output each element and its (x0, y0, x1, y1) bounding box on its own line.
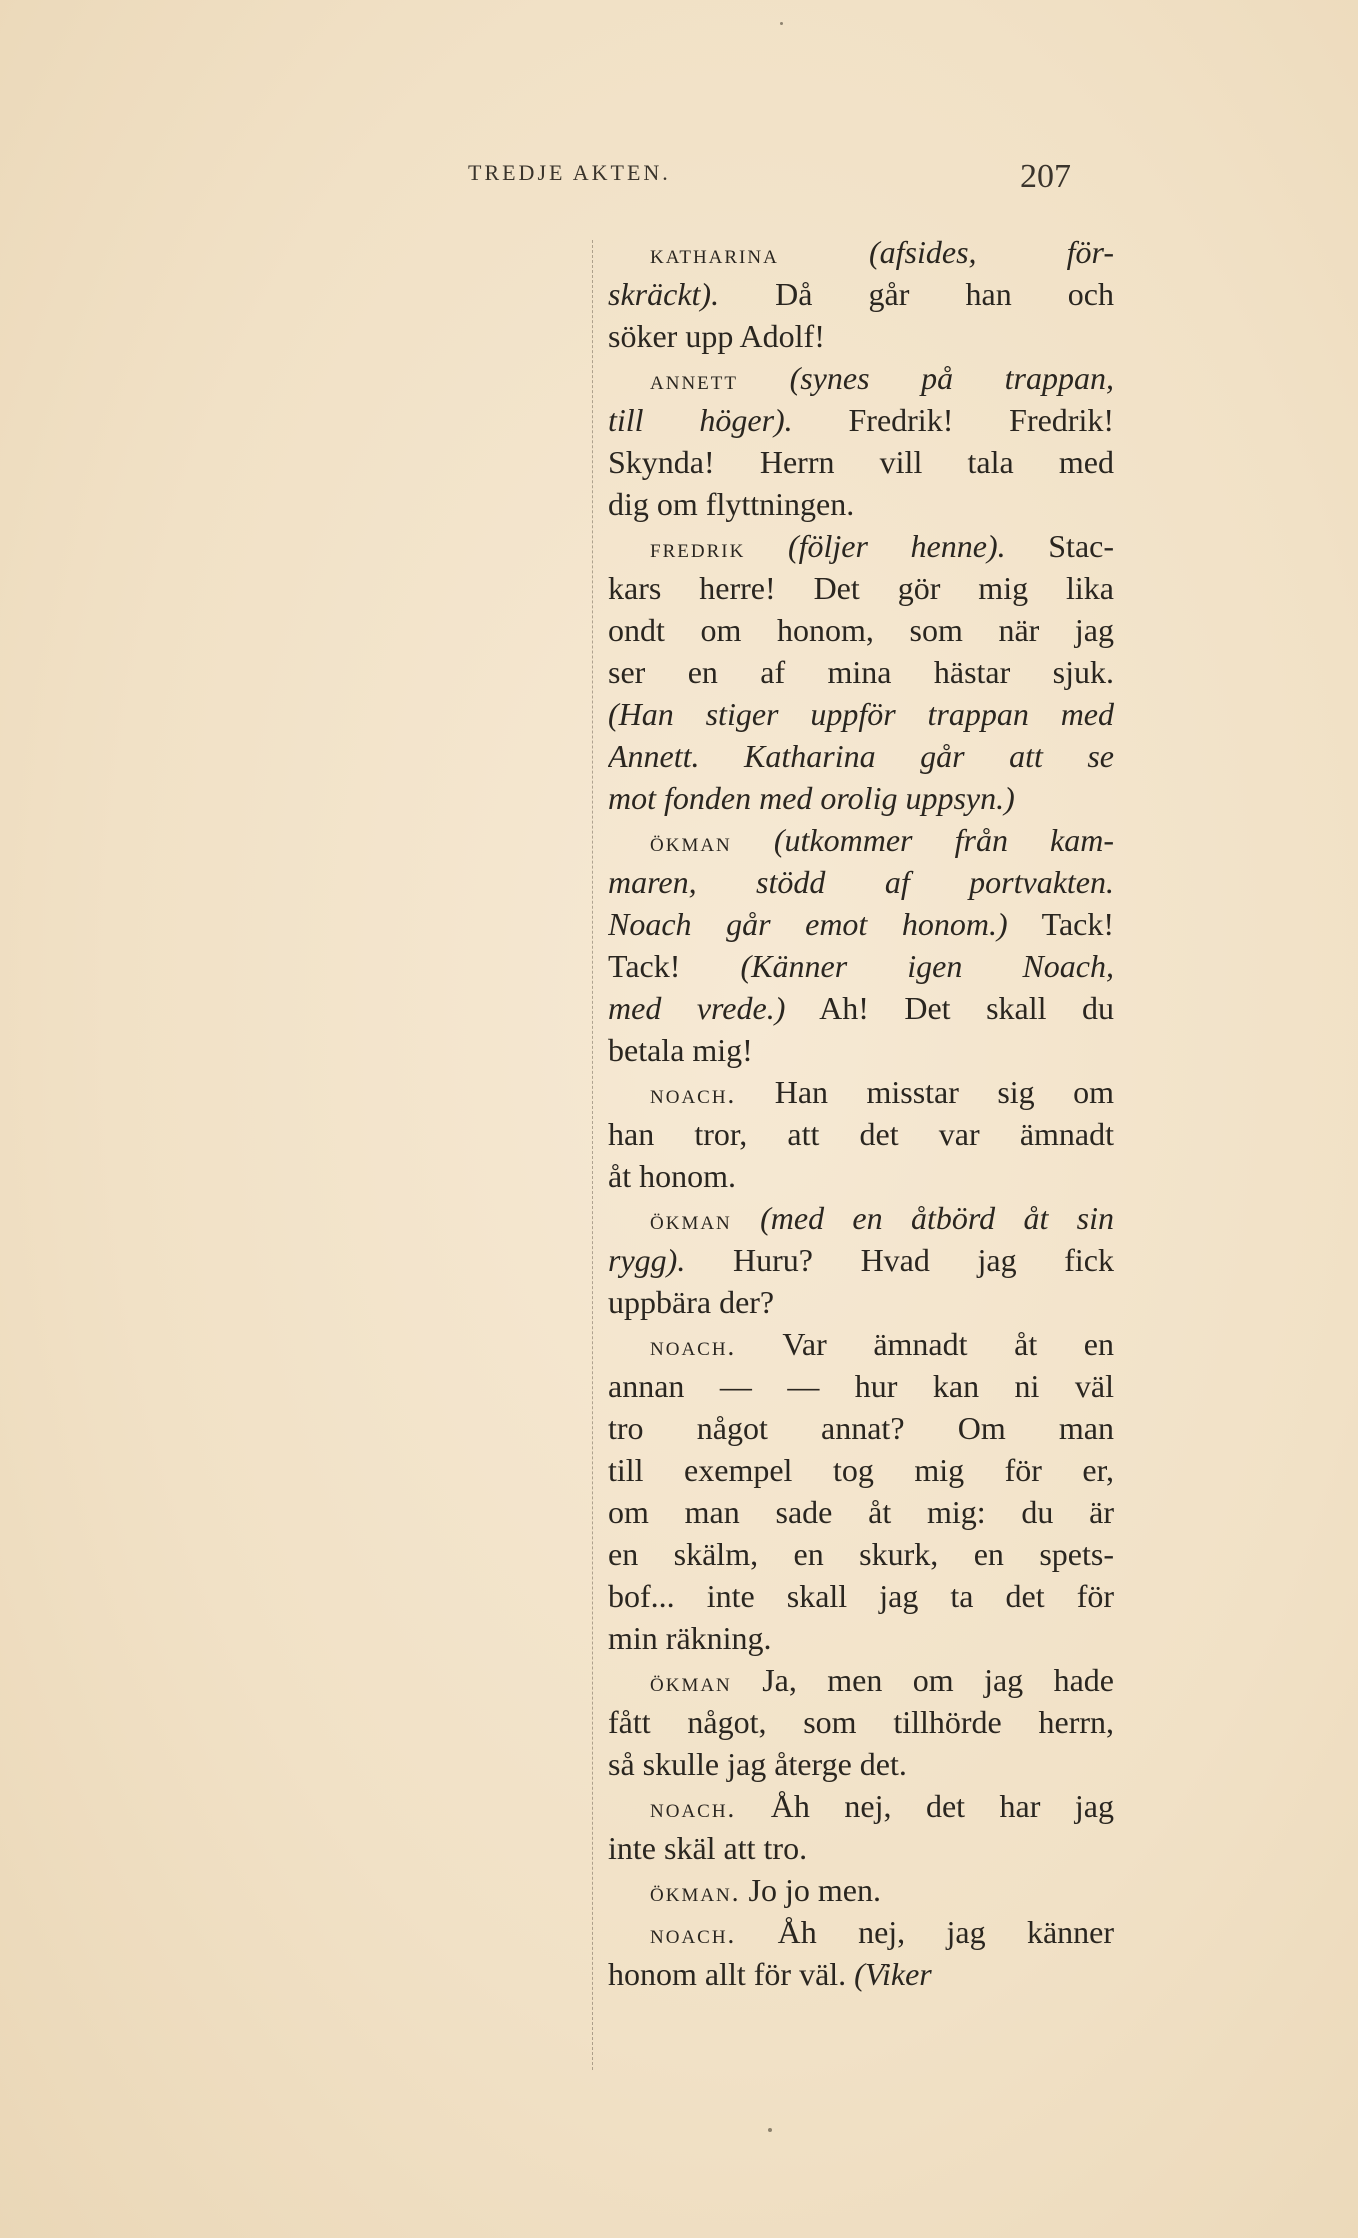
stage-direction: (afsides, (868, 234, 977, 270)
dialogue-text: min räkning. (608, 1620, 772, 1656)
speaker-name: ökman (650, 1205, 732, 1235)
speech-block (608, 1071, 1114, 1197)
speech-block (608, 1869, 1114, 1911)
speaker-name: noach. (650, 1079, 737, 1109)
speech-line (608, 1281, 1114, 1323)
dialogue-text: åt honom. (608, 1158, 736, 1194)
speaker-name: ökman (650, 1667, 732, 1697)
speech-line (608, 1617, 1114, 1659)
dialogue-text: Stac- (1005, 528, 1114, 564)
speech-line (608, 987, 1114, 1029)
dialogue-text: honom allt för väl. (608, 1956, 855, 1992)
speech-line (608, 483, 1114, 525)
dialogue-text: ser en af mina hästar sjuk. (608, 654, 1114, 690)
speaker-name: katharina (650, 239, 779, 269)
dialogue-text: Var ämnadt åt en (736, 1326, 1114, 1362)
speaker-name: fredrik (650, 533, 746, 563)
speech-line (608, 861, 1114, 903)
dialogue-text (738, 360, 790, 396)
stage-direction: (Känner igen Noach, (740, 948, 1114, 984)
speech-first-line (608, 1071, 1114, 1113)
speech-first-line (608, 357, 1114, 399)
speech-first-line (608, 1659, 1114, 1701)
dialogue-text: inte skäl att tro. (608, 1830, 808, 1866)
speaker-name: ökman (650, 827, 732, 857)
speech-line (608, 399, 1114, 441)
speech-line (608, 1827, 1114, 1869)
speaker-name: ökman. (650, 1877, 741, 1907)
dialogue-text: uppbära der? (608, 1284, 775, 1320)
dialogue-text: bof... inte skall jag ta det för (608, 1578, 1114, 1614)
dialogue-text: Ah! Det skall du (785, 990, 1114, 1026)
speech-line (608, 1491, 1114, 1533)
speech-line (608, 777, 1114, 819)
dialogue-text: ondt om honom, som när jag (608, 612, 1114, 648)
speech-line (608, 903, 1114, 945)
dialogue-text: kars herre! Det gör mig lika (608, 570, 1114, 606)
speech-block (608, 1911, 1114, 1995)
speech-block (608, 1659, 1114, 1785)
stage-direction: för- (1066, 234, 1114, 270)
speech-line (608, 1407, 1114, 1449)
dialogue-text: Tack! (1007, 906, 1114, 942)
speech-first-line (608, 231, 1114, 273)
speech-line (608, 735, 1114, 777)
speaker-name: noach. (650, 1331, 737, 1361)
stage-direction: maren, stödd af portvakten. (608, 864, 1114, 900)
speech-line (608, 1575, 1114, 1617)
dialogue-text: till exempel tog mig för er, (608, 1452, 1114, 1488)
stage-direction: Noach går emot honom.) (608, 906, 1008, 942)
dialogue-text: annan — — hur kan ni väl (608, 1368, 1114, 1404)
speech-first-line (608, 1197, 1114, 1239)
speech-line (608, 945, 1114, 987)
dialogue-text: Han misstar sig om (736, 1074, 1114, 1110)
stage-direction: mot fonden med orolig uppsyn.) (608, 780, 1015, 816)
dialogue-text: betala mig! (608, 1032, 753, 1068)
dialogue-text: Huru? Hvad jag fick (685, 1242, 1114, 1278)
dialogue-text (779, 234, 869, 270)
dialogue-text: Då går han och (719, 276, 1114, 312)
speech-line (608, 651, 1114, 693)
speech-block (608, 525, 1114, 819)
dialogue-text (732, 1200, 760, 1236)
stage-direction: skräckt). (608, 276, 720, 312)
speech-block (608, 819, 1114, 1071)
speech-line (608, 273, 1114, 315)
stage-direction: (utkommer från kam- (773, 822, 1114, 858)
dialogue-text: Åh nej, det har jag (736, 1788, 1114, 1824)
speaker-name: noach. (650, 1793, 737, 1823)
dialogue-text: dig om flyttningen. (608, 486, 855, 522)
stage-direction: Annett. Katharina går att se (608, 738, 1114, 774)
stage-direction: (Han stiger uppför trappan med (608, 696, 1114, 732)
speech-line (608, 315, 1114, 357)
speech-line (608, 1449, 1114, 1491)
speech-block (608, 357, 1114, 525)
dialogue-text: Åh nej, jag känner (736, 1914, 1114, 1950)
speech-line (608, 1239, 1114, 1281)
dialogue-text: Jo jo men. (740, 1872, 881, 1908)
speech-first-line (608, 819, 1114, 861)
dialogue-text: om man sade åt mig: du är (608, 1494, 1114, 1530)
speech-line (608, 693, 1114, 735)
dialogue-text (732, 822, 774, 858)
paper-speck (768, 2128, 772, 2132)
speech-first-line (608, 1785, 1114, 1827)
speech-line (608, 1113, 1114, 1155)
speech-block (608, 1197, 1114, 1323)
speech-line (608, 1365, 1114, 1407)
dialogue-text: Fredrik! Fredrik! (792, 402, 1114, 438)
stage-direction: (med en åtbörd åt sin (760, 1200, 1114, 1236)
speech-line (608, 1743, 1114, 1785)
speech-first-line (608, 1911, 1114, 1953)
paper-speck (780, 22, 783, 25)
speech-line (608, 609, 1114, 651)
speech-line (608, 1029, 1114, 1071)
speaker-name: noach. (650, 1919, 737, 1949)
stage-direction: med vrede.) (608, 990, 786, 1026)
speech-first-line (608, 1323, 1114, 1365)
stage-direction: (följer henne). (787, 528, 1006, 564)
dialogue-text: så skulle jag återge det. (608, 1746, 907, 1782)
dialogue-text: en skälm, en skurk, en spets- (608, 1536, 1114, 1572)
speech-line (608, 1701, 1114, 1743)
dialogue-text: han tror, att det var ämnadt (608, 1116, 1114, 1152)
dialogue-text: Ja, men om jag hade (731, 1662, 1114, 1698)
stage-direction: rygg). (608, 1242, 686, 1278)
dialogue-text: Tack! (608, 948, 741, 984)
speech-line (608, 441, 1114, 483)
dialogue-text: tro något annat? Om man (608, 1410, 1114, 1446)
stage-direction: till höger). (608, 402, 793, 438)
speech-block (608, 1323, 1114, 1659)
stage-direction: (synes på trappan, (789, 360, 1114, 396)
speaker-name: annett (650, 365, 738, 395)
dialogue-text (977, 234, 1067, 270)
dialogue-text (745, 528, 788, 564)
dialogue-text: fått något, som tillhörde herrn, (608, 1704, 1114, 1740)
running-head: TREDJE AKTEN. (468, 160, 671, 185)
stage-direction: (Viker (854, 1956, 932, 1992)
speech-line (608, 1953, 1114, 1995)
page-number: 207 (1020, 158, 1071, 195)
speech-line (608, 1533, 1114, 1575)
speech-first-line (608, 1869, 1114, 1911)
dialogue-text: söker upp Adolf! (608, 318, 825, 354)
dialogue-text: Skynda! Herrn vill tala med (608, 444, 1114, 480)
speech-first-line (608, 525, 1114, 567)
speech-block (608, 231, 1114, 357)
speech-block (608, 1785, 1114, 1869)
column-rule (592, 240, 593, 2070)
dialogue-column (608, 231, 1114, 1995)
speech-line (608, 1155, 1114, 1197)
speech-line (608, 567, 1114, 609)
